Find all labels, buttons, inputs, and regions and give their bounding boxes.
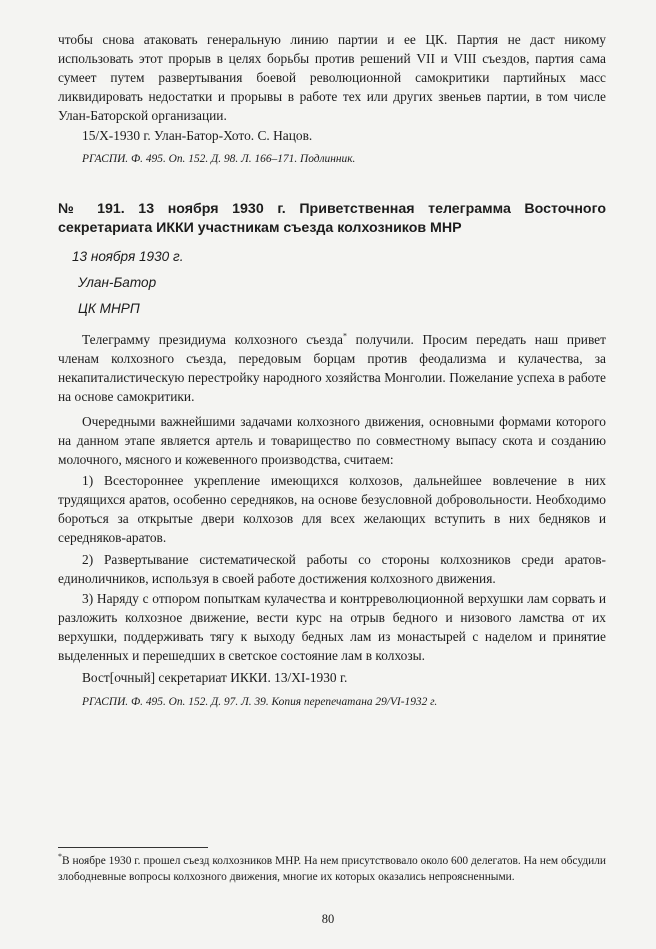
document-addressee: ЦК МНРП [78,301,140,316]
greeting-text-start: Телеграмму президиума колхозного съезда [82,332,343,347]
greeting-paragraph [58,330,606,406]
footnote-divider [58,847,208,848]
page-content [58,30,606,711]
document-city: Улан-Батор [78,275,157,290]
document-signature: Вост[очный] секретариат ИККИ. 13/XI-1930 г. [82,670,348,685]
footnote [58,853,606,885]
greeting-text-end: получили. Просим передать наш привет членам колхозного съезда, передовым борцам против феодализма и кулачества, за некапиталистическую перестройку народного хозяйства Монголии. Пожелание успеха в работе на основе самокритики. [58,332,606,404]
document-date: 13 ноября 1930 г. [72,249,184,264]
footnote-reference-mark[interactable]: * [343,331,347,341]
task-3-paragraph: 3) Наряду с отпором попыткам кулачества и контрреволюционной верхушки лам сорвать и разложить колхозное движение, вести курс на отрыв бедного и низового ламства от их верхушки, поддерживать тягу к выходу бедных лам из монастырей с наделом и принятие выделенных и перешедших в светское состояние лам в колхозы. [58,591,606,663]
previous-document-signature: 15/X-1930 г. Улан-Батор-Хото. С. Нацов. [82,128,313,143]
tasks-intro-paragraph: Очередными важнейшими задачами колхозного движения, основными формами которого на данном этапе является артель и товарищество по совместному выпасу скота и созданию молочного, мясного и кожевенного производства, считаем: [58,414,606,467]
document-archive-reference: РГАСПИ. Ф. 495. Оп. 152. Д. 97. Л. 39. Копия перепечатана 29/VI-1932 г. [82,696,438,708]
task-2-paragraph: 2) Развертывание систематической работы со стороны колхозников среди аратов-единоличников, используя в своей работе достижения колхозного движения. [58,552,606,586]
task-1-paragraph: 1) Всестороннее укрепление имеющихся колхозов, дальнейшее вовлечение в них трудящихся аратов, особенно середняков, на основе безусловной добровольности. Необходимо бороться за открытые двери колхозов для всех желающих вступить в них бедняков и середняков-аратов. [58,473,606,545]
previous-document-closing-paragraph: чтобы снова атаковать генеральную линию партии и ее ЦК. Партия не даст никому использовать этот прорыв в целях борьбы против решений VII и VIII съездов, партия сама сумеет путем развертывания боевой революционной самокритики партийных масс ликвидировать недостатки и прорывы в работе тех или других звеньев партии, в том числе Улан-Баторской организации. [58,32,606,123]
footnote-text: В ноябре 1930 г. прошел съезд колхозников МНР. На нем присутствовало около 600 делегатов. На нем обсудили злободневные вопросы колхозного движения, многие их которых оказались непроясненными. [58,855,606,883]
previous-document-archive-reference: РГАСПИ. Ф. 495. Оп. 152. Д. 98. Л. 166–171. Подлинник. [82,153,356,165]
footnote-mark: * [58,852,62,862]
page-number: 80 [321,912,335,926]
document-title: № 191. 13 ноября 1930 г. Приветственная телеграмма Восточного секретариата ИККИ участникам съезда колхозников МНР [58,201,606,236]
